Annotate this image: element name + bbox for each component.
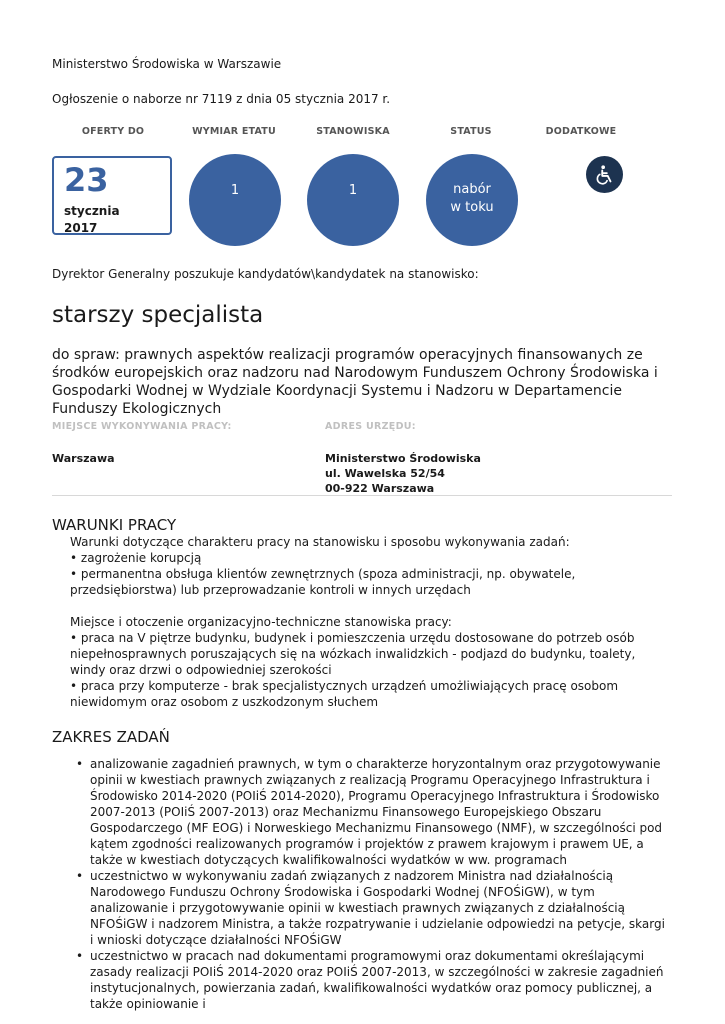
office-address-label: ADRES URZĘDU: [325,421,416,432]
deadline-box [52,156,172,235]
status-line1: nabór [453,182,491,197]
position-title: starszy specjalista [52,302,264,328]
ministry-name: Ministerstwo Środowiska w Warszawie [52,57,282,71]
position-description: do spraw: prawnych aspektów realizacji programów operacyjnych finansowanych ze środków europejskich oraz nadzoru nad Narodowym Funduszem Ochrony Środowiska i Gospodarki Wodnej w Wydziale Koordynacji Systemu i Nadzoru w Departamencie Funduszy Ekologicznych [52,347,658,417]
workplace-value: Warszawa [52,452,115,465]
conditions-section [70,534,670,710]
list-item: • uczestnictwo w pracach nad dokumentami programowymi oraz dokumentami określającymi zasady realizacji POIiŚ 2014-2020 oraz POIiŚ 2007-2013, w szczególności w zakresie zagadnień instytucjonalnych, powierzania zadań, kwalifikowalności wydatków oraz pomocy publicznej, a także opiniowanie i [76,948,666,1012]
divider [52,495,672,496]
list-item: • analizowanie zagadnień prawnych, w tym o charakterze horyzontalnym oraz przygotowywanie opinii w kwestiach prawnych związanych z realizacją Programu Operacyjnego Infrastruktura i Środowisko 2014-2020 (POIiŚ 2014-2020), Programu Operacyjnego Infrastruktura i Środowisko 2007-2013 (POIiŚ 2007-2013) oraz Mechanizmu Finansowego Europejskiego Obszaru Gospodarczego (MF EOG) i Norweskiego Mechanizmu Finansowego (NMF), w szczególności pod kątem zgodności realizowanych programów i projektów z prawem krajowym i prawem UE, a także w kwestiach dotyczących kwalifikowalności wydatków w ww. programach [76,756,666,868]
office-line-2: ul. Wawelska 52/54 [325,467,445,480]
conditions-item: • zagrożenie korupcją [70,551,202,565]
list-item: • uczestnictwo w wykonywaniu zadań związanych z nadzorem Ministra nad działalnością Narodowego Funduszu Ochrony Środowiska i Gospodarki Wodnej (NFOŚiGW), w tym analizowanie i przygotowywanie opinii w kwestiach prawnych związanych z działalnością NFOŚiGW i nadzorem Ministra, a także rozpatrywanie i udzielanie odpowiedzi na petycje, skargi i wnioski dotyczące działalności NFOŚiGW [76,868,666,948]
status-circle [426,154,518,246]
workplace-label: MIEJSCE WYKONYWANIA PRACY: [52,421,232,432]
conditions-item: • permanentna obsługa klientów zewnętrznych (spoza administracji, np. obywatele, przedsiębiorstwa) lub przeprowadzanie kontroli w innych urzędach [70,567,576,597]
office-line-3: 00-922 Warszawa [325,482,435,495]
status-label: STATUS [450,126,492,137]
status-line2: w toku [450,200,494,215]
positions-circle [307,154,399,246]
offers-until-label: OFERTY DO [81,126,145,137]
positions-label: STANOWISKA [316,126,390,137]
positions-value: 1 [348,183,358,198]
deadline-year: 2017 [64,221,98,235]
work-time-value: 1 [230,183,240,198]
tasks-list [76,756,666,1012]
conditions-intro-2: Miejsce i otoczenie organizacyjno-techniczne stanowiska pracy: [70,615,452,629]
conditions-item: • praca na V piętrze budynku, budynek i pomieszczenia urzędu dostosowane do potrzeb osób niepełnosprawnych poruszających się na wózkach inwalidzkich - podjazd do budynku, toalety, windy oraz drzwi o odpowiedniej szerokości [70,631,636,677]
conditions-intro-1: Warunki dotyczące charakteru pracy na stanowisku i sposobu wykonywania zadań: [70,535,570,549]
extra-label: DODATKOWE [545,126,617,137]
conditions-item: • praca przy komputerze - brak specjalistycznych urządzeń umożliwiających pracę osobom niewidomym oraz osobom z uszkodzonym słuchem [70,679,619,709]
conditions-heading: WARUNKI PRACY [52,516,177,534]
work-time-label: WYMIAR ETATU [192,126,276,137]
announcement-title: Ogłoszenie o naborze nr 7119 z dnia 05 stycznia 2017 r. [52,92,391,106]
intro-text: Dyrektor Generalny poszukuje kandydatów\kandydatek na stanowisko: [52,267,479,281]
wheelchair-icon [586,156,623,193]
work-time-circle [189,154,281,246]
tasks-heading: ZAKRES ZADAŃ [52,728,170,746]
office-line-1: Ministerstwo Środowiska [325,452,481,465]
deadline-day: 23 [64,161,109,199]
deadline-month: stycznia [64,204,120,218]
